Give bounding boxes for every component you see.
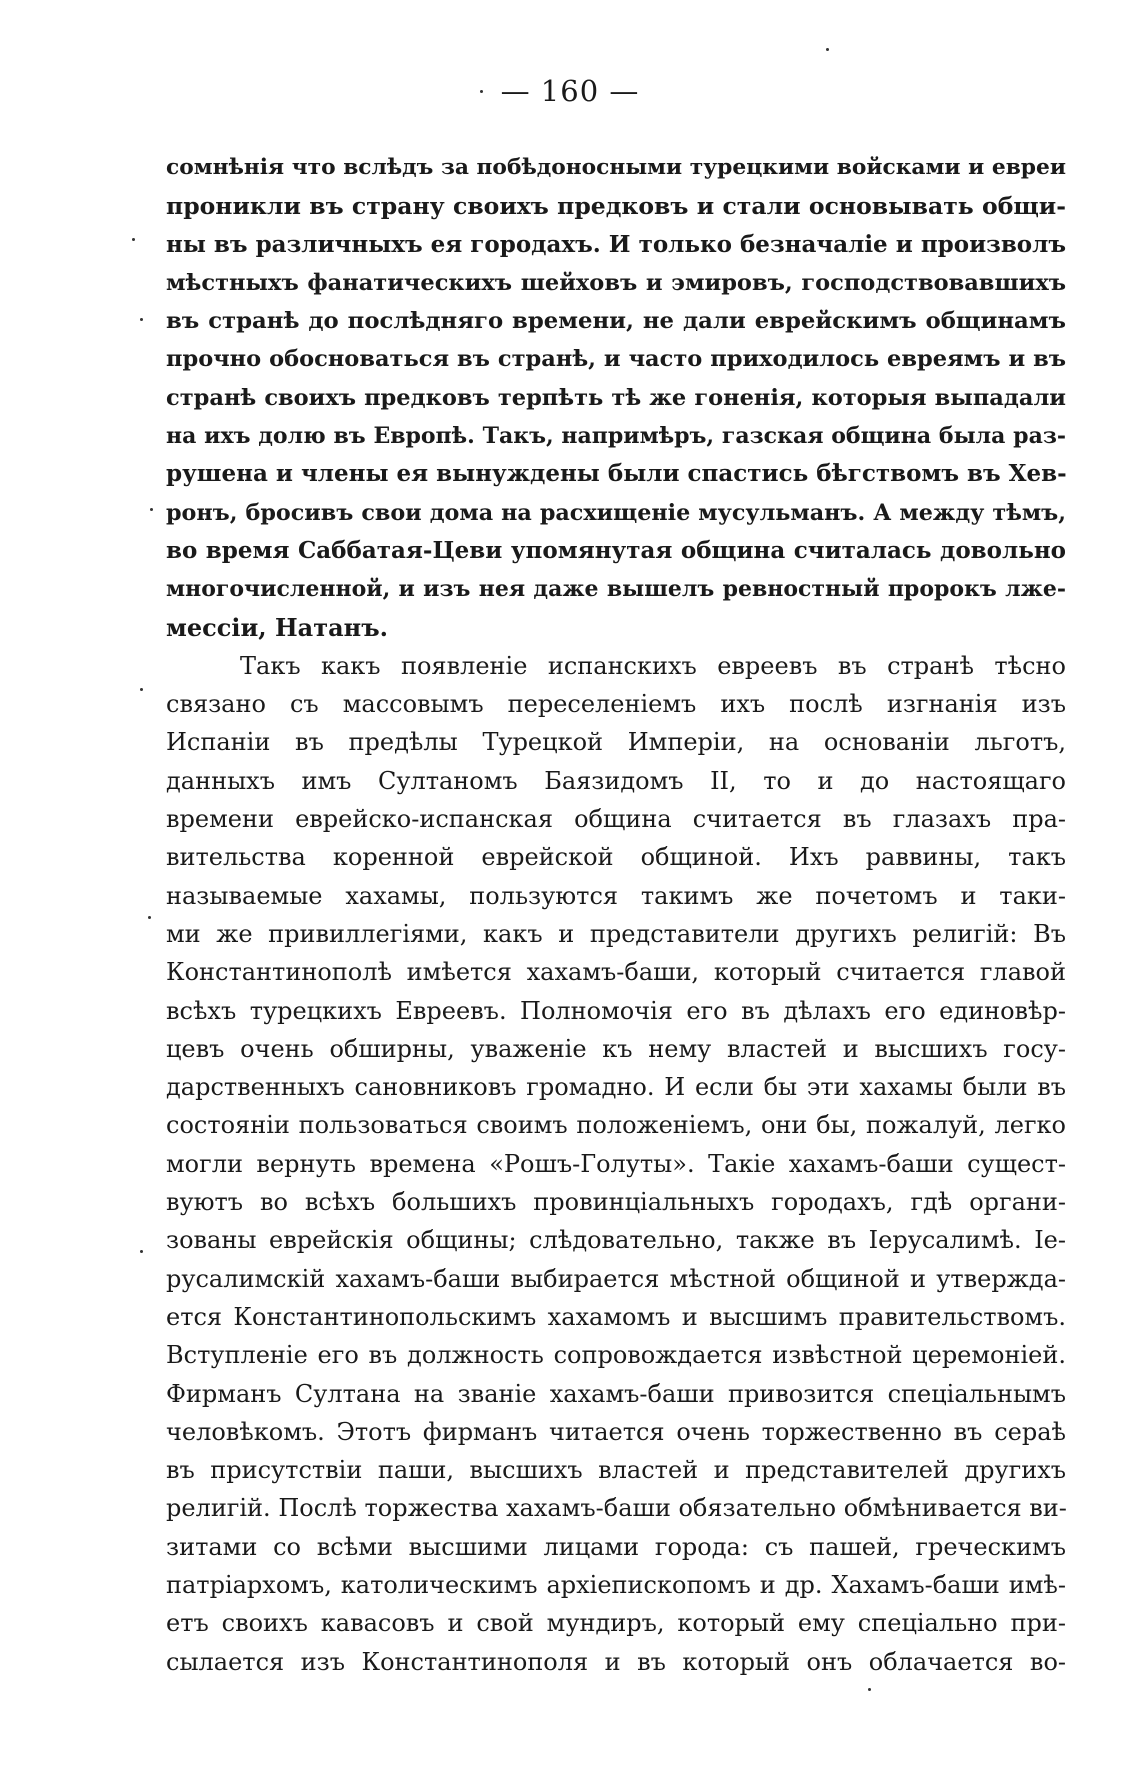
- text-line: странѣ своихъ предковъ терпѣть тѣ же гоненія, которыя выпадали: [166, 384, 1066, 411]
- text-line: патріархомъ, католическимъ архіепископомъ и др. Хахамъ-баши имѣ-: [166, 1570, 1066, 1599]
- scan-speck: [480, 90, 483, 93]
- text-line: Испаніи въ предѣлы Турецкой Имперіи, на основаніи льготъ,: [166, 728, 1066, 757]
- text-line: вительства коренной еврейской общиной. Ихъ раввины, такъ: [166, 843, 1066, 872]
- scan-speck: [826, 48, 829, 51]
- text-line: сомнѣнія что вслѣдъ за побѣдоносными турецкими войсками и евреи: [166, 155, 1066, 180]
- text-line: многочисленной, и изъ нея даже вышелъ ревностный пророкъ лже-: [166, 576, 1066, 603]
- text-line: во время Саббатая-Цеви упомянутая община считалась довольно: [166, 536, 1066, 564]
- text-line: Такъ какъ появленіе испанскихъ евреевъ въ странѣ тѣсно: [240, 651, 1066, 680]
- text-line: зованы еврейскія общины; слѣдовательно, также въ Іерусалимѣ. Іе-: [166, 1226, 1066, 1255]
- text-line: времени еврейско-испанская община считается въ глазахъ пра-: [166, 805, 1066, 834]
- scan-speck: [148, 916, 151, 919]
- text-line: религій. Послѣ торжества хахамъ-баши обязательно обмѣнивается ви-: [166, 1494, 1067, 1523]
- scan-speck: [140, 1250, 143, 1253]
- text-line: на ихъ долю въ Европѣ. Такъ, напримѣръ, газская община была раз-: [166, 423, 1066, 450]
- text-line: мессіи, Натанъ.: [166, 612, 388, 642]
- text-line: етъ своихъ кавасовъ и свой мундиръ, который ему спеціально при-: [166, 1609, 1066, 1638]
- page-number: — 160 —: [500, 74, 640, 108]
- text-line: русалимскій хахамъ-баши выбирается мѣстной общиной и утвержда-: [166, 1264, 1066, 1293]
- scan-speck: [868, 1688, 871, 1691]
- text-line: связано съ массовымъ переселеніемъ ихъ послѣ изгнанія изъ: [166, 690, 1066, 719]
- text-line: въ присутствіи паши, высшихъ властей и представителей другихъ: [166, 1456, 1066, 1485]
- text-line: прочно обосноваться въ странѣ, и часто приходилось евреямъ и въ: [166, 346, 1066, 373]
- text-line: ется Константинопольскимъ хахамомъ и высшимъ правительствомъ.: [166, 1302, 1066, 1331]
- text-line: данныхъ имъ Султаномъ Баязидомъ II, то и до настоящаго: [166, 766, 1066, 795]
- text-line: въ странѣ до послѣдняго времени, не дали еврейскимъ общинамъ: [166, 308, 1066, 335]
- scan-speck: [140, 688, 143, 691]
- text-line: цевъ очень обширны, уваженіе къ нему властей и высшихъ госу-: [166, 1034, 1066, 1063]
- scan-speck: [140, 318, 143, 321]
- text-line: мѣстныхъ фанатическихъ шейховъ и эмировъ, господствовавшихъ: [166, 269, 1066, 296]
- text-line: рушена и члены ея вынуждены были спастись бѣгствомъ въ Хев-: [166, 460, 1067, 488]
- text-line: называемые хахамы, пользуются такимъ же почетомъ и таки-: [166, 881, 1066, 910]
- body-text: [166, 149, 1066, 1681]
- text-line: ми же привиллегіями, какъ и представители другихъ религій: Въ: [166, 919, 1066, 948]
- text-line: Вступленіе его въ должность сопровождается извѣстной церемоніей.: [166, 1341, 1066, 1370]
- text-line: проникли въ страну своихъ предковъ и стали основывать общи-: [166, 192, 1066, 221]
- scan-speck: [150, 508, 153, 511]
- text-line: вуютъ во всѣхъ большихъ провинціальныхъ городахъ, гдѣ органи-: [166, 1188, 1066, 1217]
- text-line: сылается изъ Константинополя и въ который онъ облачается во-: [166, 1647, 1066, 1676]
- text-line: состояніи пользоваться своимъ положеніемъ, они бы, пожалуй, легко: [166, 1111, 1066, 1140]
- text-line: дарственныхъ сановниковъ громадно. И если бы эти хахамы были въ: [166, 1073, 1066, 1102]
- text-line: Фирманъ Султана на званіе хахамъ-баши привозится спеціальнымъ: [166, 1379, 1066, 1408]
- text-line: всѣхъ турецкихъ Евреевъ. Полномочія его въ дѣлахъ его единовѣр-: [166, 996, 1066, 1025]
- text-line: могли вернуть времена «Рошъ-Голуты». Такіе хахамъ-баши сущест-: [166, 1149, 1066, 1178]
- text-line: ронъ, бросивъ свои дома на расхищеніе мусульманъ. А между тѣмъ,: [166, 499, 1066, 526]
- text-line: Константинополѣ имѣется хахамъ-баши, который считается главой: [166, 958, 1066, 987]
- text-line: ны въ различныхъ ея городахъ. И только безначаліе и произволъ: [166, 230, 1066, 258]
- text-line: зитами со всѣми высшими лицами города: съ пашей, греческимъ: [166, 1532, 1066, 1561]
- text-line: человѣкомъ. Этотъ фирманъ читается очень торжественно въ сераѣ: [166, 1417, 1066, 1446]
- scan-speck: [132, 238, 135, 241]
